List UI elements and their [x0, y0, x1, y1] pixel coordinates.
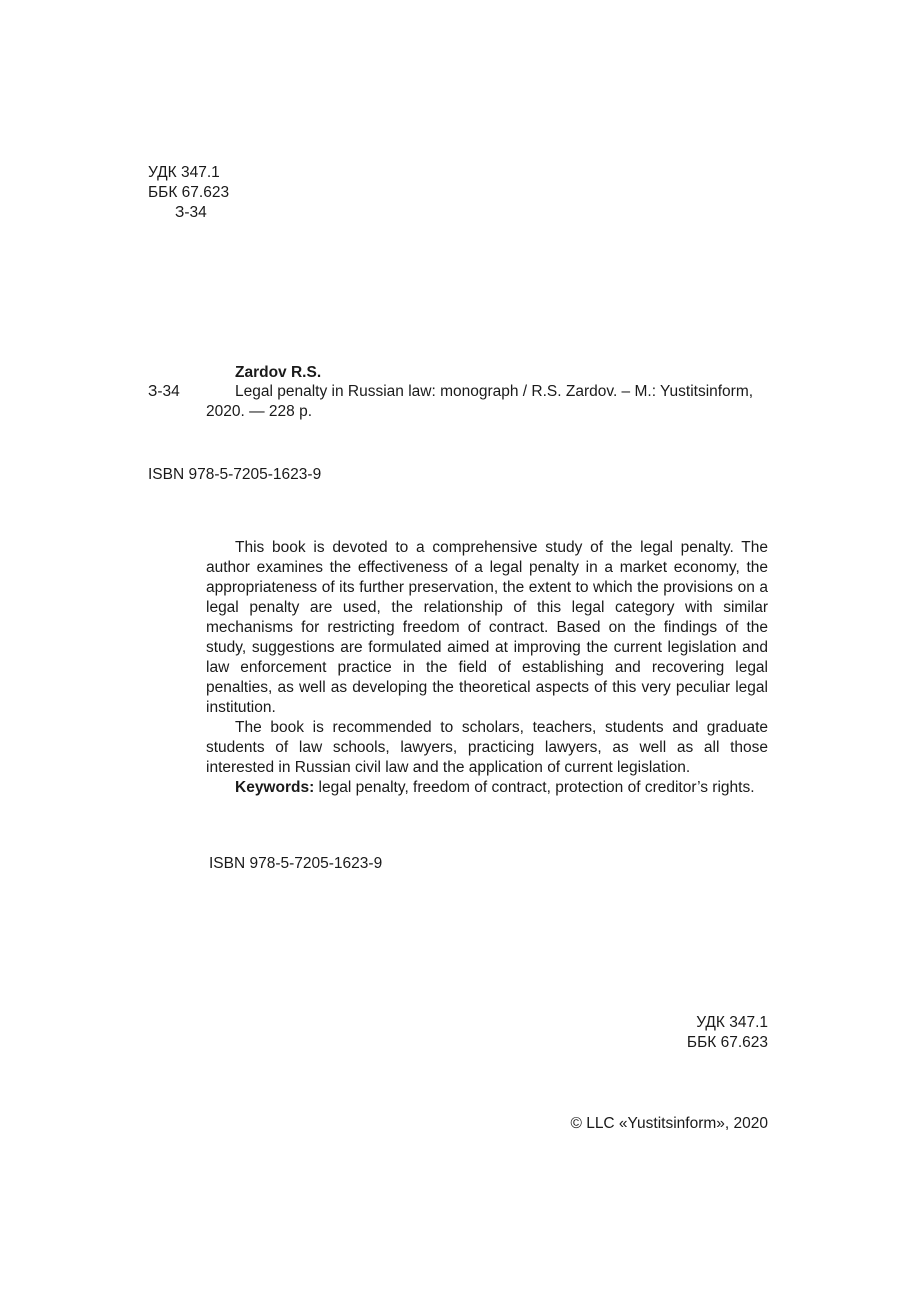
footer-udk-code: УДК 347.1	[696, 1014, 768, 1031]
annotation	[206, 538, 768, 798]
footer-bbk-code: ББК 67.623	[686, 1034, 768, 1051]
keywords-label: Keywords:	[235, 779, 315, 796]
citation-line-1: Legal penalty in Russian law: monograph / R.S. Zardov. – M.: Yustitsinform,	[235, 383, 754, 400]
udk-code: УДК 347.1	[148, 164, 220, 181]
footer-classification-codes	[687, 1013, 768, 1053]
keywords-text: legal penalty, freedom of contract, protection of creditor’s rights.	[314, 779, 755, 796]
keywords-paragraph	[206, 778, 768, 798]
isbn-primary: ISBN 978-5-7205-1623-9	[148, 466, 322, 483]
catalog-author-mark: З-34	[148, 383, 180, 400]
header-classification-codes	[148, 163, 229, 223]
copyright-notice: © LLC «Yustitsinform», 2020	[570, 1115, 768, 1132]
isbn-secondary: ISBN 978-5-7205-1623-9	[209, 855, 383, 872]
annotation-paragraph-1: This book is devoted to a comprehensive study of the legal penalty. The author examines the effectiveness of a legal penalty in a market economy, the appropriateness of its further preservation, the extent to which the provisions on a legal penalty are used, the relationship of this legal category with similar mechanisms for restricting freedom of contract. Based on the findings of the study, suggestions are formulated aimed at improving the current legislation and law enforcement practice in the field of establishing and recovering legal penalties, as well as developing the theoretical aspects of this very peculiar legal institution.	[206, 539, 768, 716]
author-mark: З-34	[175, 204, 207, 221]
author-name: Zardov R.S.	[235, 364, 322, 381]
bibliographic-citation	[206, 382, 768, 422]
citation-line-2: 2020. — 228 p.	[206, 403, 312, 420]
annotation-paragraph-2: The book is recommended to scholars, teachers, students and graduate students of law schools, lawyers, practicing lawyers, as well as all those interested in Russian civil law and the application of current legislation.	[206, 719, 768, 776]
bbk-code: ББК 67.623	[148, 184, 230, 201]
